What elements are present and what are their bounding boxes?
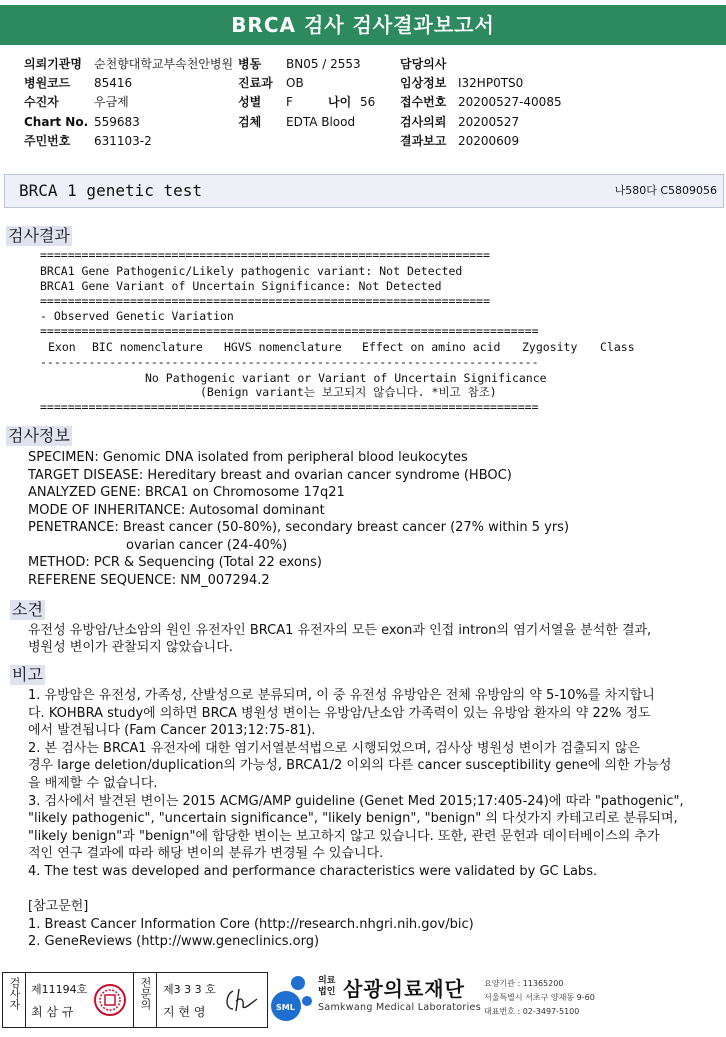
remark-line: 2. 본 검사는 BRCA1 유전자에 대한 염기서열분석법으로 시행되었으며, 검사상 병원성 변이가 검출되지 않은 [28,741,640,756]
specimen-label: 검체 [238,115,262,129]
variation-table-separator: ======================================================================== [40,324,539,338]
age-value: 56 [360,95,376,109]
approval-number: 요양기관 : 11365200 [484,979,564,988]
clinical-info-label: 임상정보 [400,76,447,90]
observed-variation-title: - Observed Genetic Variation [40,309,234,323]
remark-line: 다. KOHBRA study에 의하면 BRCA 병원성 변이는 유방암/난소암 가족력이 있는 유방암 환자의 약 22% 정도 [28,706,651,721]
no-variant-text: No Pathogenic variant or Variant of Uncertain Significance [145,371,547,385]
result-vus-line: BRCA1 Gene Variant of Uncertain Significance: Not Detected [40,279,442,293]
specialist-signature-icon [223,985,259,1015]
sex-label: 성별 [238,95,262,109]
variation-table-bottom: ======================================================================== [40,400,539,414]
info-penetrance: PENETRANCE: Breast cancer (50-80%), secondary breast cancer (27% within 5 yrs) [28,520,570,535]
sml-logo-text: SML [276,1003,295,1012]
remarks-heading: 비고 [12,665,43,684]
request-date-label: 검사의뢰 [400,115,447,129]
address: 서울특별시 서초구 양재동 9-60 [484,993,595,1002]
resident-no-value: 631103-2 [94,134,152,148]
col-hgvs: HGVS nomenclature [224,340,342,354]
specimen-value: EDTA Blood [286,115,356,129]
result-heading: 검사결과 [8,226,70,245]
institution-value: 순천향대학교부속천안병원 [94,57,234,71]
receipt-no-label: 접수번호 [400,95,447,109]
examiner-seal-icon [93,983,127,1017]
finding-line-2: 병원성 변이가 관찰되지 않았습니다. [28,640,233,655]
institution-label: 의뢰기관명 [24,57,82,71]
examiner-label: 검사자 [8,977,21,1010]
variation-table-header [40,340,650,355]
doctor-label: 담당의사 [400,57,447,71]
specialist-number: 제3 3 3 호 [163,983,216,996]
signature-box [2,972,268,1028]
info-target-disease: TARGET DISEASE: Hereditary breast and ovarian cancer syndrome (HBOC) [28,468,512,483]
remark-line: "likely benign"과 "benign"에 합당한 변이는 보고하지 않고 있습니다. 또한, 관련 문헌과 데이터베이스의 추가 [28,829,660,844]
clinical-info-value: I32HP0TS0 [458,76,524,90]
report-date-label: 결과보고 [400,134,447,148]
col-zygosity: Zygosity [522,340,578,354]
result-separator-mid: ================================================================= [40,294,491,308]
org-name: 삼광의료재단 [343,977,465,1001]
remark-line: 경우 large deletion/duplication의 가능성, BRCA1/2 이외의 다른 cancer susceptibility gene에 의한 가능성 [28,758,672,773]
info-heading: 검사정보 [8,426,70,445]
reference-item: 1. Breast Cancer Information Core (http://research.nhgri.nih.gov/bic) [28,917,474,932]
test-name: BRCA 1 genetic test [19,181,203,200]
col-exon: Exon [48,340,76,354]
test-code: 나580다 C5809056 [614,184,717,197]
result-separator-top: ================================================================= [40,248,491,262]
examiner-name: 최 삼 규 [31,1005,74,1019]
ward-label: 병동 [238,57,262,71]
hospital-code-value: 85416 [94,76,133,90]
info-specimen: SPECIMEN: Genomic DNA isolated from peripheral blood leukocytes [28,450,468,465]
ward-value: BN05 / 2553 [286,57,361,71]
sml-logo-icon [268,974,314,1024]
info-reference-sequence: REFERENE SEQUENCE: NM_007294.2 [28,573,270,588]
test-header-bar [4,174,724,208]
remark-line: 1. 유방암은 유전성, 가족성, 산발성으로 분류되며, 이 중 유전성 유방암은 전체 유방암의 약 5-10%를 차지합니 [28,688,655,703]
age-label: 나이 [328,95,352,109]
phone-number: 대표번호 : 02-3497-5100 [484,1007,580,1016]
col-class: Class [600,340,635,354]
finding-heading: 소견 [12,600,43,619]
dept-value: OB [286,76,304,90]
org-english-name: Samkwang Medical Laboratories [318,1002,481,1013]
remark-line: 에서 발견됩니다 (Fam Cancer 2013;12:75-81). [28,723,316,738]
remark-line: 4. The test was developed and performance characteristics were validated by GC Labs. [28,864,598,879]
remark-line: 3. 검사에서 발견된 변이는 2015 ACMG/AMP guideline (Genet Med 2015;17:405-24)에 따라 "pathogenic", [28,794,684,809]
remark-line: "likely pathogenic", "uncertain significance", "likely benign", "benign" 의 다섯가지 카테고리로 분류되며, [28,811,678,826]
org-type: 의료법인 [318,976,336,997]
examiner-number: 제11194호 [31,983,88,996]
reference-item: 2. GeneReviews (http://www.geneclinics.org) [28,934,320,949]
patient-label: 수진자 [24,95,59,109]
hospital-code-label: 병원코드 [24,76,71,90]
report-date-value: 20200609 [458,134,520,148]
col-bic: BIC nomenclature [92,340,203,354]
chart-label: Chart No. [24,115,89,129]
specialist-label: 전문의 [139,977,152,1010]
finding-line-1: 유전성 유방암/난소암의 원인 유전자인 BRCA1 유전자의 모든 exon과 인접 intron의 염기서열을 분석한 결과, [28,623,652,638]
report-footer [0,970,726,1030]
request-date-value: 20200527 [458,115,520,129]
specialist-name: 지 현 영 [163,1005,206,1019]
info-penetrance-ovarian: ovarian cancer (24-40%) [126,538,288,553]
sex-value: F [286,95,293,109]
patient-value: 우금제 [94,95,129,109]
info-method: METHOD: PCR & Sequencing (Total 22 exons) [28,555,322,570]
resident-no-label: 주민번호 [24,134,71,148]
col-effect: Effect on amino acid [362,340,501,354]
variation-table-dash: ------------------------------------------------------------------------ [40,355,539,369]
result-pathogenic-line: BRCA1 Gene Pathogenic/Likely pathogenic variant: Not Detected [40,264,463,278]
report-title: BRCA 검사 검사결과보고서 [0,5,726,45]
dept-label: 진료과 [238,76,273,90]
benign-note: (Benign variant는 보고되지 않습니다. *비고 참조) [200,385,497,399]
chart-value: 559683 [94,115,140,129]
remark-line: 을 배제할 수 없습니다. [28,776,158,791]
references-heading: [참고문헌] [28,899,89,914]
receipt-no-value: 20200527-40085 [458,95,562,109]
info-inheritance: MODE OF INHERITANCE: Autosomal dominant [28,503,325,518]
info-analyzed-gene: ANALYZED GENE: BRCA1 on Chromosome 17q21 [28,485,345,500]
remark-line: 적인 연구 결과에 따라 해당 변이의 분류가 변경될 수 있습니다. [28,846,384,861]
